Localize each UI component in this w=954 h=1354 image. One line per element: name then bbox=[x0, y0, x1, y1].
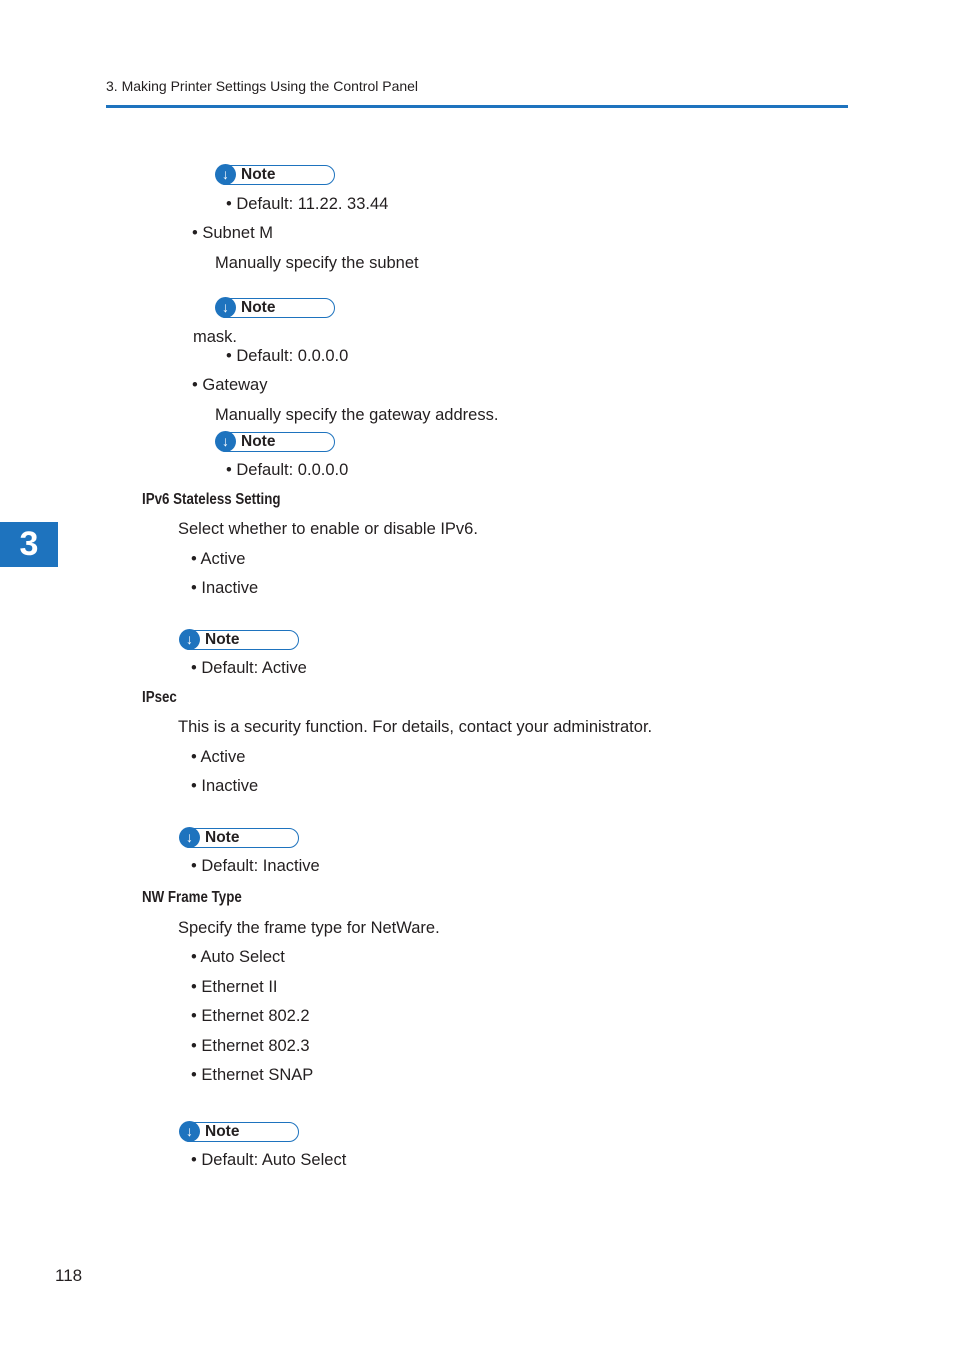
nw-frame-option: • Ethernet 802.3 bbox=[191, 1037, 310, 1055]
ipv6-option: • Active bbox=[191, 550, 246, 568]
header-rule bbox=[106, 105, 848, 108]
note-badge bbox=[216, 165, 335, 185]
subnet-desc: Manually specify the subnet bbox=[215, 254, 419, 272]
note-label: Note bbox=[205, 829, 240, 846]
ipv6-option: • Inactive bbox=[191, 579, 259, 597]
default-ip: • Default: 11.22. 33.44 bbox=[226, 195, 389, 213]
nw-frame-default: • Default: Auto Select bbox=[191, 1151, 347, 1169]
note-badge bbox=[216, 298, 335, 318]
note-arrow-icon: ↓ bbox=[179, 1121, 200, 1142]
running-header: 3. Making Printer Settings Using the Control Panel bbox=[106, 78, 419, 94]
gateway-desc: Manually specify the gateway address. bbox=[215, 406, 499, 424]
note-label: Note bbox=[205, 1123, 240, 1140]
note-badge bbox=[180, 1122, 299, 1142]
note-arrow-icon: ↓ bbox=[215, 431, 236, 452]
note-label: Note bbox=[205, 631, 240, 648]
gateway-default: • Default: 0.0.0.0 bbox=[226, 461, 349, 479]
note-arrow-icon: ↓ bbox=[215, 164, 236, 185]
note-label: Note bbox=[241, 433, 276, 450]
note-arrow-icon: ↓ bbox=[179, 827, 200, 848]
note-label: Note bbox=[241, 299, 276, 316]
note-arrow-icon: ↓ bbox=[179, 629, 200, 650]
note-badge bbox=[180, 630, 299, 650]
nw-frame-desc: Specify the frame type for NetWare. bbox=[178, 919, 440, 937]
ipsec-option: • Active bbox=[191, 748, 246, 766]
note-label: Note bbox=[241, 166, 276, 183]
nw-frame-option: • Ethernet 802.2 bbox=[191, 1007, 310, 1025]
chapter-tab: 3 bbox=[0, 522, 58, 567]
ipsec-desc: This is a security function. For details, contact your administrator. bbox=[178, 718, 653, 736]
nw-frame-option: • Auto Select bbox=[191, 948, 285, 966]
ipv6-desc: Select whether to enable or disable IPv6. bbox=[178, 520, 478, 538]
ipsec-option: • Inactive bbox=[191, 777, 259, 795]
note-arrow-icon: ↓ bbox=[215, 297, 236, 318]
subnet-desc-cont: mask. bbox=[193, 328, 238, 346]
page-number: 118 bbox=[55, 1266, 83, 1285]
section-heading-nw-frame: NW Frame Type bbox=[142, 889, 242, 906]
gateway-item: • Gateway bbox=[192, 376, 268, 394]
nw-frame-option: • Ethernet SNAP bbox=[191, 1066, 314, 1084]
note-badge bbox=[180, 828, 299, 848]
ipv6-default: • Default: Active bbox=[191, 659, 307, 677]
ipsec-default: • Default: Inactive bbox=[191, 857, 320, 875]
nw-frame-option: • Ethernet II bbox=[191, 978, 278, 996]
subnet-item: • Subnet M bbox=[192, 224, 273, 242]
subnet-default: • Default: 0.0.0.0 bbox=[226, 347, 349, 365]
note-badge bbox=[216, 432, 335, 452]
section-heading-ipv6: IPv6 Stateless Setting bbox=[142, 491, 281, 508]
section-heading-ipsec: IPsec bbox=[142, 689, 177, 706]
